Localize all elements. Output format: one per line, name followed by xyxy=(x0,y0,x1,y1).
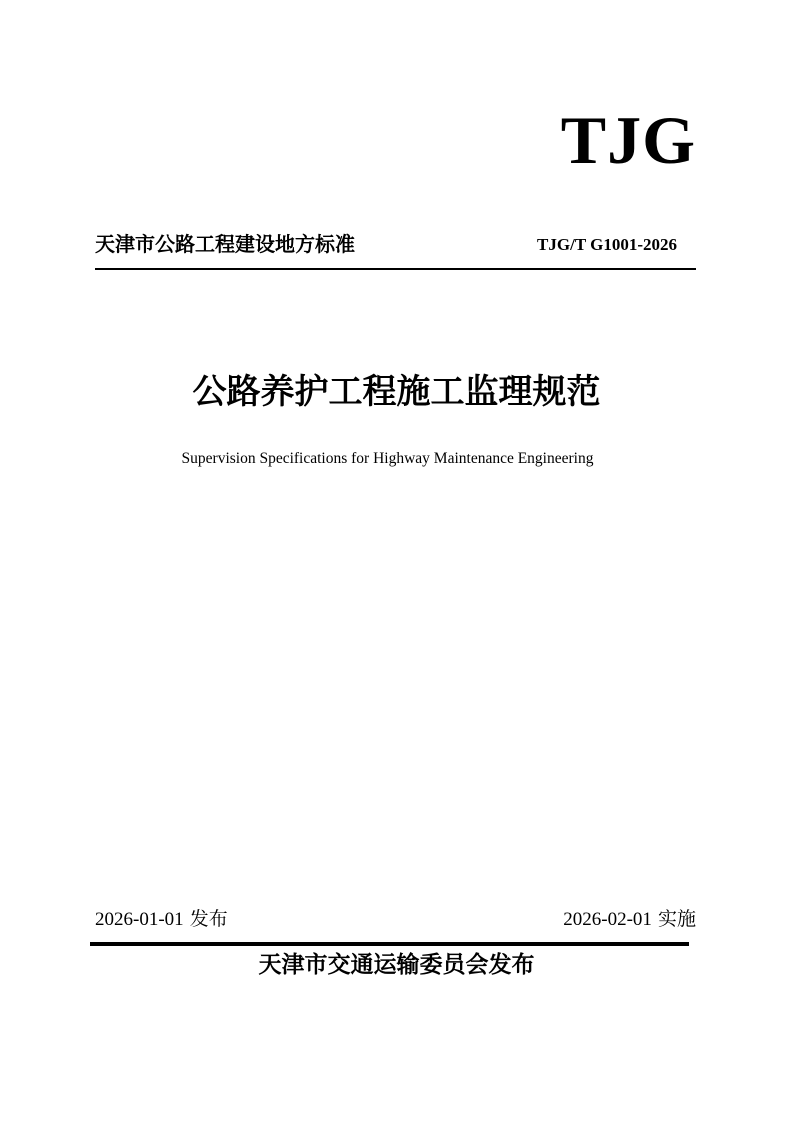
implement-date: 2026-02-01 xyxy=(563,909,652,930)
publish-date-line xyxy=(95,906,228,933)
standard-type: 天津市公路工程建设地方标准 xyxy=(95,232,355,256)
publish-date: 2026-01-01 xyxy=(95,909,184,930)
document-title-english: Supervision Specifications for Highway Maintenance Engineering xyxy=(181,450,594,467)
issuing-authority: 天津市交通运输委员会发布 xyxy=(258,951,535,978)
implement-date-line xyxy=(563,906,696,933)
header-divider xyxy=(95,268,696,270)
footer-divider xyxy=(90,942,689,946)
standard-logo: TJG xyxy=(560,102,696,178)
document-title-chinese: 公路养护工程施工监理规范 xyxy=(192,372,601,412)
publish-label: 发布 xyxy=(189,908,228,930)
standard-code: TJG/T G1001-2026 xyxy=(537,235,677,254)
implement-label: 实施 xyxy=(657,908,696,930)
